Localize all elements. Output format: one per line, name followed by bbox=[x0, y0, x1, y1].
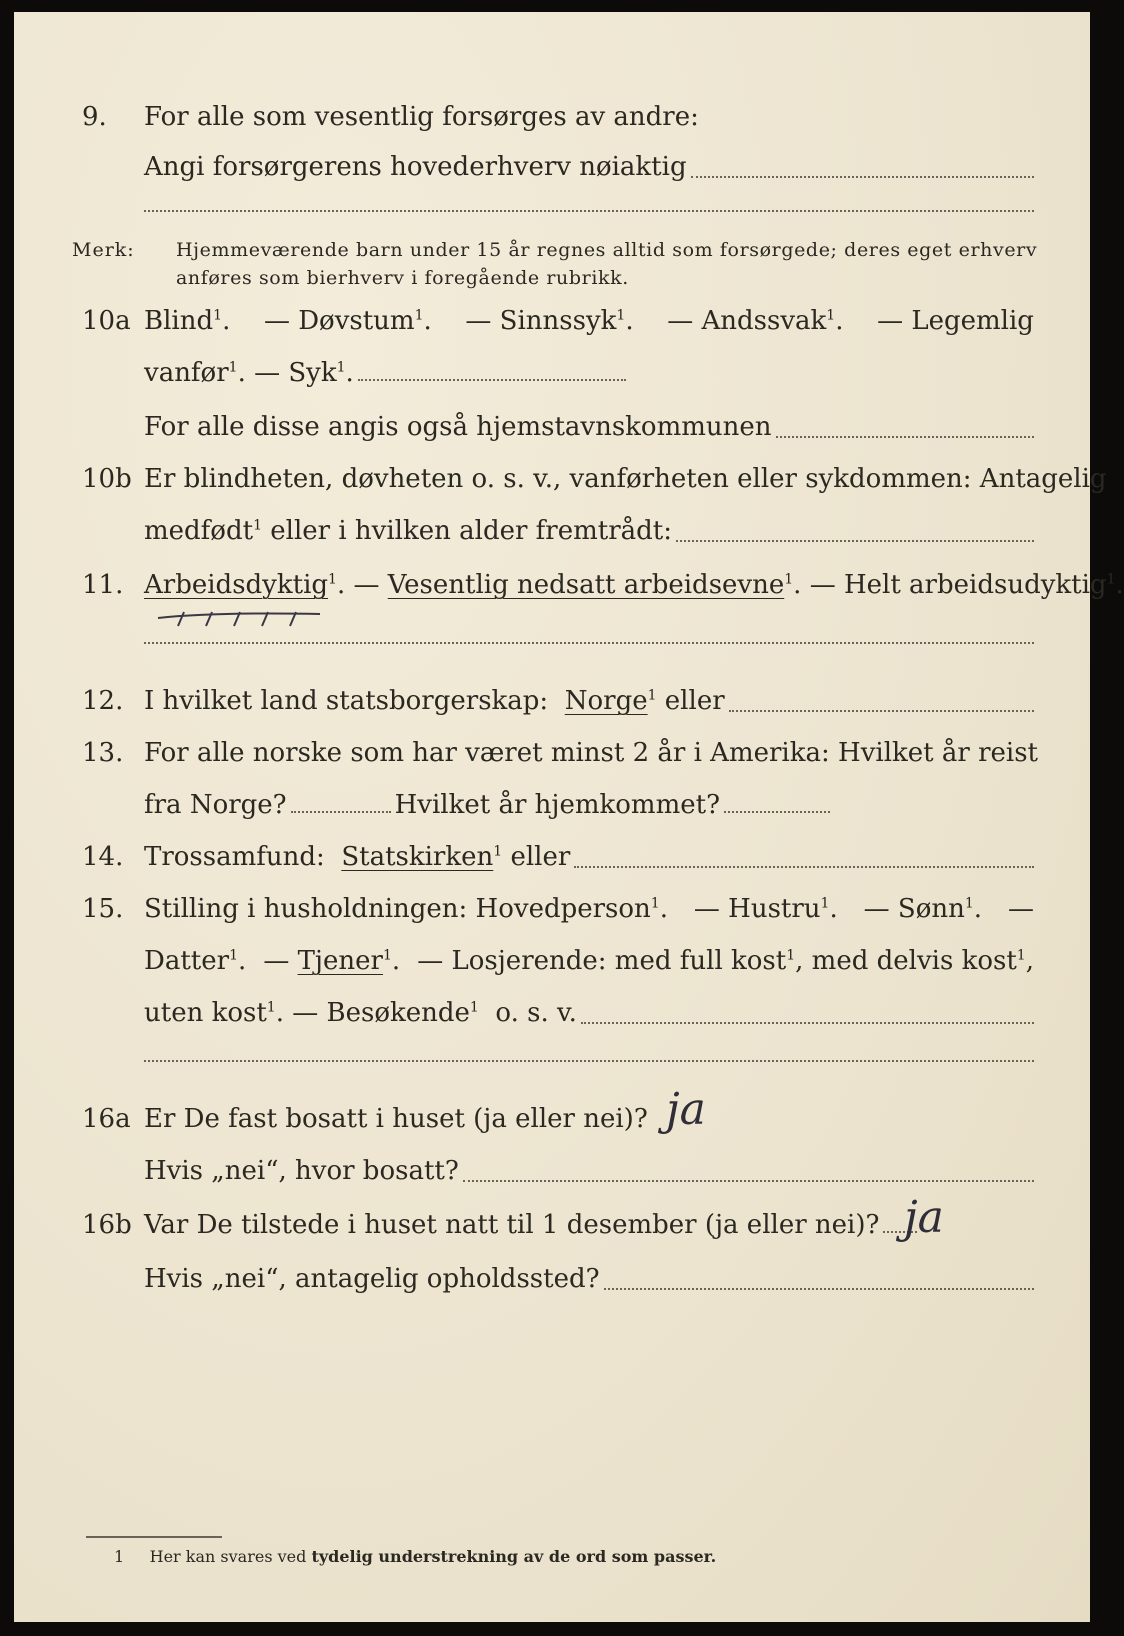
q15-hustru[interactable]: — Hustru$^1$. bbox=[693, 894, 838, 924]
merk-label: Merk: bbox=[72, 239, 135, 261]
q14-line bbox=[144, 840, 1034, 874]
q13-reist-field[interactable] bbox=[291, 791, 391, 813]
q13-number: 13. bbox=[82, 738, 124, 768]
q10a-line3 bbox=[144, 410, 1034, 444]
q12-line bbox=[144, 684, 1034, 718]
q10a-number: 10a bbox=[82, 306, 131, 336]
q15-uten-kost[interactable]: uten kost$^1$. bbox=[144, 998, 293, 1028]
q11-answer-rule[interactable] bbox=[144, 642, 1034, 644]
q13-reist: fra Norge? bbox=[144, 790, 287, 820]
q13-text1: For alle norske som har været minst 2 år i Amerika: Hvilket år reist bbox=[144, 738, 1038, 768]
q15-sonn[interactable]: — Sønn$^1$. bbox=[863, 894, 983, 924]
footnote-text1: Her kan svares ved bbox=[149, 1547, 307, 1566]
q14-number: 14. bbox=[82, 842, 124, 872]
merk-line1: Hjemmeværende barn under 15 år regnes alltid som forsørgede; deres eget erhverv bbox=[176, 239, 1038, 261]
q10a-blind: Blind$^1$. bbox=[144, 306, 231, 336]
q12-norge[interactable]: Norge$^1$ bbox=[564, 686, 657, 716]
q16b-text1: Var De tilstede i huset natt til 1 desember (ja eller nei)? bbox=[144, 1210, 880, 1240]
q12-text: I hvilket land statsborgerskap: bbox=[144, 686, 549, 716]
q10b-line1 bbox=[144, 462, 1107, 496]
q9-line2 bbox=[144, 150, 1034, 184]
q15-line2 bbox=[144, 944, 1034, 978]
q15-hovedperson[interactable]: Stilling i husholdningen: Hovedperson$^1$. bbox=[144, 894, 668, 924]
q16b-line2 bbox=[144, 1262, 1034, 1296]
q9-answer-rule[interactable] bbox=[144, 210, 1034, 212]
q9-answer-field[interactable] bbox=[691, 156, 1034, 178]
q10b-alder: eller i hvilken alder fremtrådt: bbox=[270, 516, 673, 546]
q15-line1 bbox=[144, 892, 1034, 926]
q9-text2: Angi forsørgerens hovederhverv nøiaktig bbox=[144, 152, 687, 182]
q16b-handwritten-answer[interactable]: ja bbox=[904, 1192, 944, 1243]
q10a-dovstum: — Døvstum$^1$. bbox=[263, 306, 432, 336]
q10a-line2 bbox=[144, 356, 1034, 390]
q15-number: 15. bbox=[82, 894, 124, 924]
q10a-hjemstavn: For alle disse angis også hjemstavnskommunen bbox=[144, 412, 772, 442]
q10a-line1 bbox=[144, 304, 1034, 338]
q15-answer-rule[interactable] bbox=[144, 1060, 1034, 1062]
q15-line3 bbox=[144, 996, 1034, 1030]
footnote-text2: tydelig understrekning av de ord som passer. bbox=[311, 1547, 717, 1566]
q15-osv: o. s. v. bbox=[495, 998, 577, 1028]
q10a-vanfor: vanfør$^1$. bbox=[144, 358, 255, 388]
q14-statskirken[interactable]: Statskirken$^1$ bbox=[341, 842, 503, 872]
q11-number: 11. bbox=[82, 570, 124, 600]
q16b-number: 16b bbox=[82, 1210, 132, 1240]
q10b-answer-field[interactable] bbox=[676, 520, 1034, 542]
q10a-hjemstavn-field[interactable] bbox=[776, 416, 1034, 438]
q14-text: Trossamfund: bbox=[144, 842, 325, 872]
q13-hjemkommet: Hvilket år hjemkommet? bbox=[394, 790, 721, 820]
q16a-text2: Hvis „nei“, hvor bosatt? bbox=[144, 1156, 459, 1186]
census-form-page bbox=[14, 12, 1124, 1622]
q10a-legemlig: — Legemlig bbox=[877, 306, 1034, 336]
q11-nedsatt[interactable]: — Vesentlig nedsatt arbeidsevne$^1$. bbox=[353, 570, 810, 600]
q15-tjener[interactable]: — Tjener$^1$. bbox=[263, 946, 401, 976]
q16b-text2: Hvis „nei“, antagelig opholdssted? bbox=[144, 1264, 600, 1294]
q16b-line1 bbox=[144, 1208, 1034, 1242]
q16a-number: 16a bbox=[82, 1104, 131, 1134]
q10a-andssvak: — Andssvak$^1$. bbox=[667, 306, 844, 336]
q16b-oppholdssted-field[interactable] bbox=[604, 1268, 1034, 1290]
q15-datter[interactable]: Datter$^1$. bbox=[144, 946, 247, 976]
q14-eller: eller bbox=[510, 842, 571, 872]
q11-pen-marks bbox=[154, 604, 324, 630]
q13-line1 bbox=[144, 736, 1038, 770]
q10a-syk-field[interactable] bbox=[358, 359, 626, 381]
q11-arbeidsdyktig[interactable]: Arbeidsdyktig$^1$. bbox=[144, 570, 354, 600]
q16a-handwritten-answer[interactable]: ja bbox=[666, 1084, 706, 1135]
footnote-rule bbox=[86, 1536, 222, 1538]
q12-number: 12. bbox=[82, 686, 124, 716]
q10b-medfodt: medfødt$^1$ bbox=[144, 516, 262, 546]
q15-dash: — bbox=[1007, 894, 1034, 924]
q9-number: 9. bbox=[82, 102, 107, 132]
q13-hjemkommet-field[interactable] bbox=[724, 791, 830, 813]
q15-answer-field[interactable] bbox=[581, 1002, 1034, 1024]
q10b-text1: Er blindheten, døvheten o. s. v., vanførheten eller sykdommen: Antagelig bbox=[144, 464, 1107, 494]
q10b-number: 10b bbox=[82, 464, 132, 494]
q16a-answer-field[interactable] bbox=[463, 1160, 1034, 1182]
q9-text1: For alle som vesentlig forsørges av andre: bbox=[144, 102, 699, 132]
footnote bbox=[114, 1546, 716, 1568]
q10a-sinnssyk: — Sinnssyk$^1$. bbox=[465, 306, 634, 336]
merk-line2: anføres som bierhverv i foregående rubrikk. bbox=[176, 267, 629, 289]
footnote-mark: 1 bbox=[114, 1547, 125, 1566]
q13-line2 bbox=[144, 788, 1034, 822]
q9-line1 bbox=[144, 100, 1034, 134]
q16a-line2 bbox=[144, 1154, 1034, 1188]
q11-line1 bbox=[144, 568, 1124, 602]
q15-losjerende[interactable]: — Losjerende: med full kost$^1$, med delvis kost$^1$, bbox=[417, 946, 1034, 976]
q15-besokende[interactable]: — Besøkende$^1$ bbox=[292, 998, 479, 1028]
q10b-line2 bbox=[144, 514, 1034, 548]
q14-answer-field[interactable] bbox=[574, 846, 1034, 868]
q12-answer-field[interactable] bbox=[729, 690, 1034, 712]
q10a-syk: — Syk$^1$. bbox=[254, 358, 354, 388]
q12-eller: eller bbox=[664, 686, 725, 716]
q16a-text1: Er De fast bosatt i huset (ja eller nei)? bbox=[144, 1104, 648, 1134]
q11-udyktig[interactable]: — Helt arbeidsudyktig$^1$. bbox=[809, 570, 1124, 600]
q16a-line1 bbox=[144, 1102, 1034, 1136]
